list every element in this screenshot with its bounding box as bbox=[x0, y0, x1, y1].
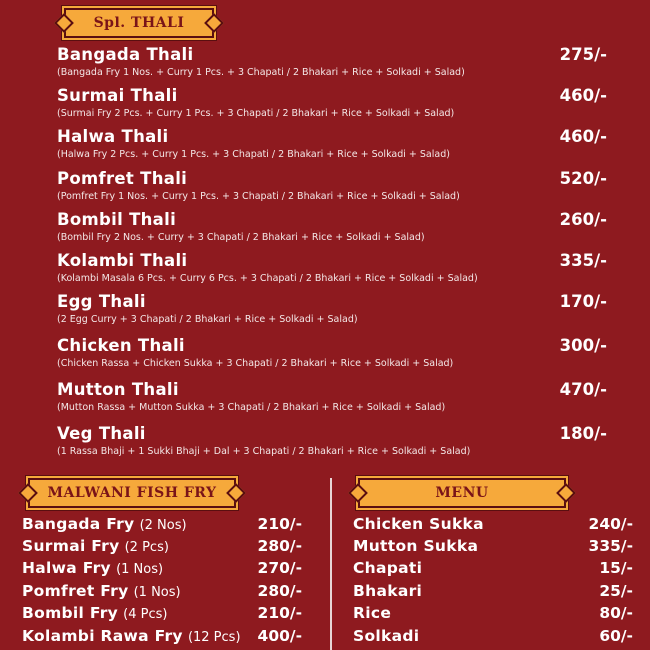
fish-fry-item bbox=[22, 625, 302, 647]
thali-name: Kolambi Thali bbox=[57, 251, 188, 270]
thali-name: Chicken Thali bbox=[57, 336, 185, 355]
item-name: Chapati bbox=[353, 559, 423, 577]
thali-name: Veg Thali bbox=[57, 424, 146, 443]
item-name: Rice bbox=[353, 604, 392, 622]
thali-price: 180/- bbox=[559, 424, 607, 443]
item-price: 280/- bbox=[257, 537, 302, 555]
thali-description: (Bombil Fry 2 Nos. + Curry + 3 Chapati / 2 Bhakari + Rice + Solkadi + Salad) bbox=[57, 232, 425, 243]
item-name: Pomfret Fry bbox=[22, 582, 129, 600]
item-price: 335/- bbox=[588, 537, 633, 555]
thali-name: Halwa Thali bbox=[57, 127, 169, 146]
fish-fry-item bbox=[22, 513, 302, 535]
thali-price: 460/- bbox=[559, 127, 607, 146]
item-name: Kolambi Rawa Fry bbox=[22, 627, 183, 645]
thali-name: Surmai Thali bbox=[57, 86, 178, 105]
item-name: Bhakari bbox=[353, 582, 423, 600]
item-quantity: (2 Pcs) bbox=[124, 540, 169, 555]
thali-description: (Halwa Fry 2 Pcs. + Curry 1 Pcs. + 3 Chapati / 2 Bhakari + Rice + Solkadi + Salad) bbox=[57, 149, 450, 160]
thali-description: (1 Rassa Bhaji + 1 Sukki Bhaji + Dal + 3 Chapati / 2 Bhakari + Rice + Solkadi + Salad) bbox=[57, 446, 471, 457]
item-price: 80/- bbox=[599, 604, 633, 622]
thali-description: (2 Egg Curry + 3 Chapati / 2 Bhakari + Rice + Solkadi + Salad) bbox=[57, 314, 358, 325]
thali-description: (Surmai Fry 2 Pcs. + Curry 1 Pcs. + 3 Chapati / 2 Bhakari + Rice + Solkadi + Salad) bbox=[57, 108, 455, 119]
thali-description: (Pomfret Fry 1 Nos. + Curry 1 Pcs. + 3 Chapati / 2 Bhakari + Rice + Solkadi + Salad) bbox=[57, 191, 460, 202]
item-name: Solkadi bbox=[353, 627, 420, 645]
thali-name: Pomfret Thali bbox=[57, 169, 188, 188]
item-name: Halwa Fry bbox=[22, 559, 111, 577]
fish-fry-item bbox=[22, 580, 302, 602]
thali-item bbox=[57, 336, 607, 371]
thali-price: 520/- bbox=[559, 169, 607, 188]
item-price: 60/- bbox=[599, 627, 633, 645]
thali-price: 335/- bbox=[559, 251, 607, 270]
item-name: Bangada Fry bbox=[22, 515, 135, 533]
section-banner-menu bbox=[358, 478, 566, 508]
thali-description: (Chicken Rassa + Chicken Sukka + 3 Chapati / 2 Bhakari + Rice + Solkadi + Salad) bbox=[57, 358, 454, 369]
menu-item bbox=[353, 580, 633, 602]
item-price: 210/- bbox=[257, 604, 302, 622]
item-price: 400/- bbox=[257, 627, 302, 645]
thali-price: 300/- bbox=[559, 336, 607, 355]
thali-item bbox=[57, 380, 607, 415]
thali-price: 470/- bbox=[559, 380, 607, 399]
section-banner-spl-thali bbox=[64, 8, 214, 38]
thali-item bbox=[57, 210, 607, 245]
thali-price: 170/- bbox=[559, 292, 607, 311]
thali-description: (Mutton Rassa + Mutton Sukka + 3 Chapati / 2 Bhakari + Rice + Solkadi + Salad) bbox=[57, 402, 446, 413]
item-name: Chicken Sukka bbox=[353, 515, 484, 533]
thali-item bbox=[57, 127, 607, 162]
item-price: 210/- bbox=[257, 515, 302, 533]
column-divider bbox=[330, 478, 332, 650]
thali-item bbox=[57, 251, 607, 286]
item-name: Mutton Sukka bbox=[353, 537, 479, 555]
menu-item bbox=[353, 602, 633, 624]
thali-price: 460/- bbox=[559, 86, 607, 105]
section-title: Spl. THALI bbox=[93, 15, 185, 31]
item-name: Bombil Fry bbox=[22, 604, 119, 622]
thali-name: Egg Thali bbox=[57, 292, 146, 311]
item-price: 25/- bbox=[599, 582, 633, 600]
thali-item bbox=[57, 86, 607, 121]
item-quantity: (1 Nos) bbox=[133, 585, 181, 600]
menu-item bbox=[353, 557, 633, 579]
menu-item bbox=[353, 625, 633, 647]
thali-item bbox=[57, 292, 607, 327]
section-title: MENU bbox=[435, 485, 489, 501]
item-quantity: (2 Nos) bbox=[139, 518, 187, 533]
thali-item bbox=[57, 424, 607, 459]
item-quantity: (12 Pcs) bbox=[187, 630, 241, 645]
fish-fry-item bbox=[22, 602, 302, 624]
thali-item bbox=[57, 45, 607, 80]
fish-fry-item bbox=[22, 535, 302, 557]
item-quantity: (1 Nos) bbox=[116, 562, 164, 577]
fish-fry-item bbox=[22, 557, 302, 579]
section-title: MALWANI FISH FRY bbox=[47, 485, 217, 501]
thali-description: (Bangada Fry 1 Nos. + Curry 1 Pcs. + 3 Chapati / 2 Bhakari + Rice + Solkadi + Salad) bbox=[57, 67, 465, 78]
thali-name: Bombil Thali bbox=[57, 210, 177, 229]
thali-price: 275/- bbox=[559, 45, 607, 64]
item-name: Surmai Fry bbox=[22, 537, 120, 555]
item-price: 270/- bbox=[257, 559, 302, 577]
thali-name: Bangada Thali bbox=[57, 45, 194, 64]
menu-item bbox=[353, 513, 633, 535]
item-price: 15/- bbox=[599, 559, 633, 577]
thali-item bbox=[57, 169, 607, 204]
section-banner-malwani-fish-fry bbox=[28, 478, 236, 508]
item-price: 280/- bbox=[257, 582, 302, 600]
item-price: 240/- bbox=[588, 515, 633, 533]
thali-price: 260/- bbox=[559, 210, 607, 229]
item-quantity: (4 Pcs) bbox=[123, 607, 168, 622]
thali-description: (Kolambi Masala 6 Pcs. + Curry 6 Pcs. + 3 Chapati / 2 Bhakari + Rice + Solkadi + Salad) bbox=[57, 273, 478, 284]
thali-name: Mutton Thali bbox=[57, 380, 179, 399]
menu-item bbox=[353, 535, 633, 557]
